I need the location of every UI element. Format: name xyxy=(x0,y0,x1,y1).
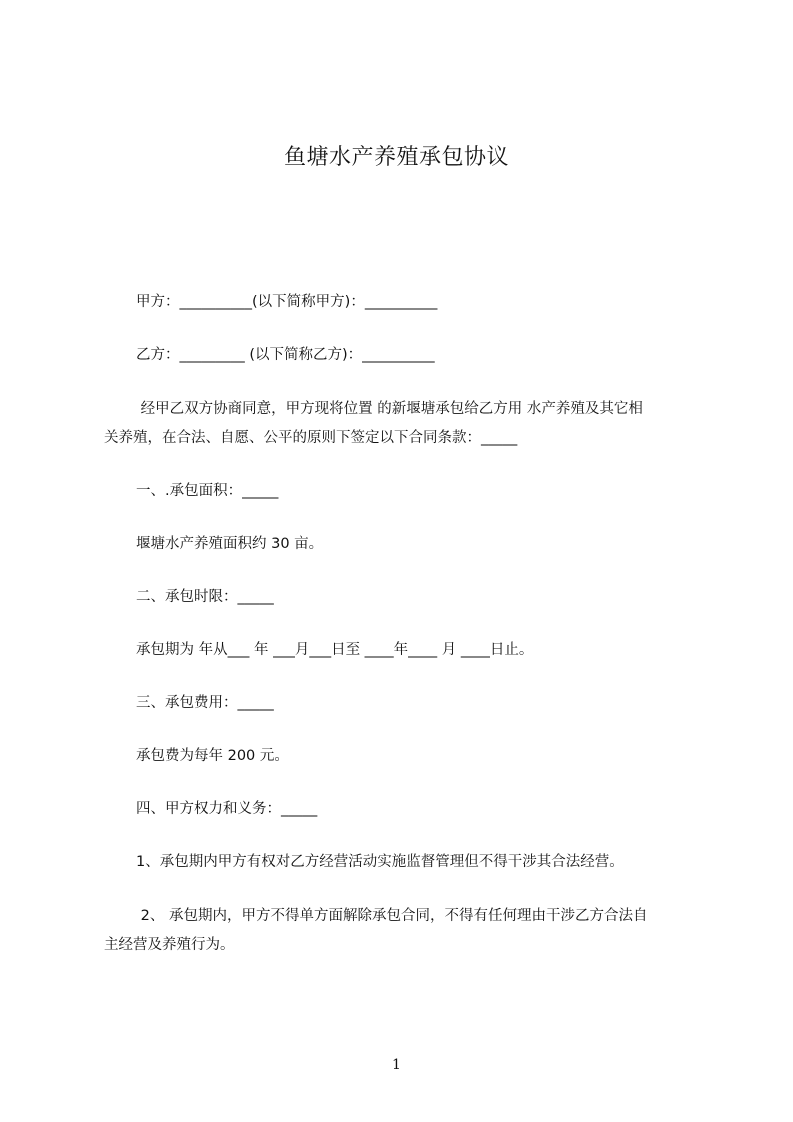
section-2-heading: 二、承包时限：_____ xyxy=(136,589,274,605)
intro-paragraph-line-1: 经甲乙双方协商同意，甲方现将位置 的新堰塘承包给乙方用 水产养殖及其它相 xyxy=(136,401,643,417)
section-3-body: 承包费为每年 200 元。 xyxy=(136,748,289,764)
party-a-line: 甲方：__________(以下简称甲方)：__________ xyxy=(136,294,438,310)
section-4-item-2-line-1: 2、 承包期内，甲方不得单方面解除承包合同，不得有任何理由干涉乙方合法自 xyxy=(136,908,648,924)
section-2-body: 承包期为 年从___ 年 ___月___日至 ____年____ 月 ____日止。 xyxy=(136,642,534,658)
party-b-line: 乙方：_________ (以下简称乙方)：__________ xyxy=(136,347,435,363)
section-1-body: 堰塘水产养殖面积约 30 亩。 xyxy=(136,536,324,552)
page-number: 1 xyxy=(392,1057,401,1073)
section-4-item-2-line-2: 主经营及养殖行为。 xyxy=(104,937,235,953)
section-3-heading: 三、承包费用：_____ xyxy=(136,695,274,711)
section-4-item-1: 1、承包期内甲方有权对乙方经营活动实施监督管理但不得干涉其合法经营。 xyxy=(136,854,624,870)
section-1-heading: 一、.承包面积：_____ xyxy=(136,483,279,499)
document-title: 鱼塘水产养殖承包协议 xyxy=(283,145,509,170)
section-4-heading: 四、甲方权力和义务：_____ xyxy=(136,801,318,817)
intro-paragraph-line-2: 关养殖，在合法、自愿、公平的原则下签定以下合同条款：_____ xyxy=(104,430,518,446)
